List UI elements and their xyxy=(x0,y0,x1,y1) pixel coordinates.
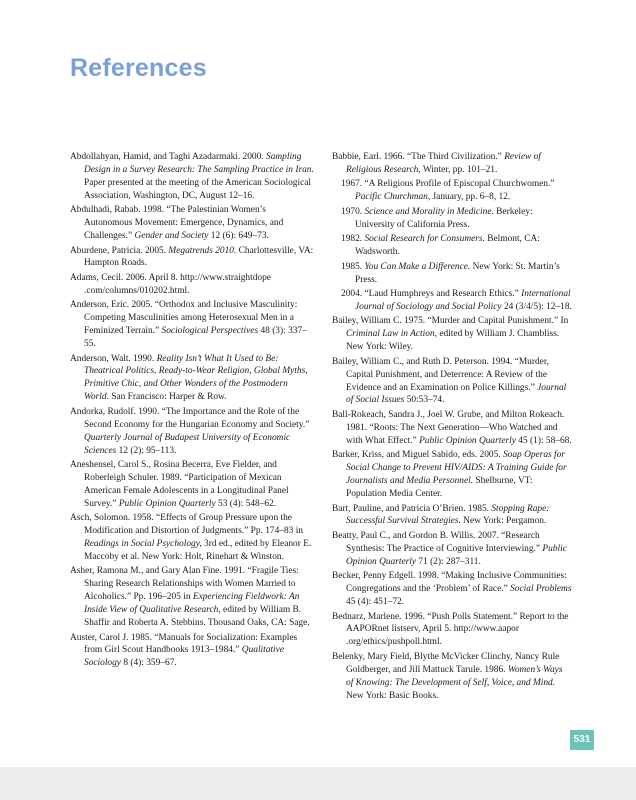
reference-entry xyxy=(332,315,572,354)
reference-text: 48 (3): 337–55. xyxy=(84,326,307,350)
reference-text: Aneshensel, Carol S., Rosina Becerra, Eve Fielder, and Roberleigh Schuler. 1989. “Participation of Mexican American Female Adolescents in a Longitudinal Panel Survey.” xyxy=(70,460,289,509)
reference-title-italic: Social Research for Consumers. xyxy=(364,234,485,245)
reference-text: edited by William J. Chambliss. New York: Wiley. xyxy=(346,329,560,353)
reference-title-italic: Science and Morality in Medicine. xyxy=(364,206,494,217)
reference-entry xyxy=(332,651,572,703)
reference-text: Beatty, Paul C., and Gordon B. Willis. 2007. “Research Synthesis: The Practice of Cognitive Interviewing.” xyxy=(332,530,543,554)
reference-text: Abdollahyan, Hamid, and Taghi Azadarmaki. 2000. xyxy=(70,152,266,162)
reference-title-italic: Public Opinion Quarterly xyxy=(419,435,516,446)
reference-text: Aburdene, Patricia. 2005. xyxy=(70,245,169,256)
reference-title-italic: Quarterly Journal of Budapest University of Economic Sciences xyxy=(84,432,291,456)
page-number-badge: 531 xyxy=(570,730,594,750)
reference-entry xyxy=(70,204,315,243)
reference-text: Shelburne, VT: Population Media Center. xyxy=(346,476,533,499)
reference-title-italic: Experiencing Fieldwork: An Inside View of Qualitative Research, xyxy=(84,592,300,616)
reference-text: 12 (2): 95–113. xyxy=(116,445,177,456)
reference-text: 1970. xyxy=(341,206,365,217)
reference-text: Bednarz, Marlene. 1996. “Push Polls Statement.” Report to the AAPORnet listserv, April 5. http://www.aapor .org/ethics/pushpoll.html. xyxy=(332,611,569,648)
reference-text: Belmont, CA: Wadsworth. xyxy=(355,234,540,258)
reference-title-italic: International Journal of Sociology and Social Policy xyxy=(355,289,571,312)
reference-text: Bailey, William C., and Ruth D. Peterson. 1994. “Murder, Capital Punishment, and Deterrence: A Review of the Evidence and an Examination on Police Killings.” xyxy=(332,356,549,393)
reference-title-italic: Megatrends 2010. xyxy=(168,245,237,256)
reference-entry xyxy=(70,272,315,298)
reference-title-italic: Stopping Rape: Successful Survival Strategies. xyxy=(346,503,550,527)
reference-text: 45 (4): 451–72. xyxy=(346,597,405,608)
reference-entry xyxy=(332,530,572,569)
reference-entry xyxy=(341,261,572,287)
reference-text: 8 (4): 359–67. xyxy=(120,658,177,669)
reference-entry xyxy=(70,353,315,405)
page-title: References xyxy=(70,54,207,82)
reference-text: 53 (4): 548–62. xyxy=(215,498,277,509)
reference-entry xyxy=(332,356,572,408)
reference-text: San Francisco: Harper & Row. xyxy=(108,392,227,403)
reference-text: Bailey, William C. 1975. “Murder and Capital Punishment.” In xyxy=(332,316,569,327)
reference-text: 1982. xyxy=(341,234,365,245)
reference-entry xyxy=(70,245,315,271)
reference-text: Anderson, Walt. 1990. xyxy=(70,353,157,364)
reference-entry xyxy=(332,151,572,177)
reference-title-italic: Social Problems xyxy=(510,584,572,595)
reference-entry xyxy=(70,299,315,351)
reference-text: Andorka, Rudolf. 1990. “The Importance and the Role of the Second Economy for the Hungarian Economy and Society.” xyxy=(70,406,310,430)
reference-entry xyxy=(341,233,572,259)
references-right-column xyxy=(332,151,572,704)
reference-text: 1967. “A Religious Profile of Episcopal Churchwomen.” xyxy=(341,179,555,190)
reference-text: New York: Pergamon. xyxy=(460,516,547,527)
reference-text: Charlottesville, VA: Hampton Roads. xyxy=(84,245,314,269)
reference-text: edited by William B. Shaffir and Roberta A. Stebbins. Thousand Oaks, CA: Sage. xyxy=(84,605,310,629)
reference-text: Barker, Kriss, and Miguel Sabido, eds. 2005. xyxy=(332,450,503,461)
reference-text: Abdulhadi, Rabab. 1998. “The Palestinian Women’s Autonomous Movement: Emergence, Dynamics, and Challenges.” xyxy=(70,205,284,242)
reference-text: 2004. “Laud Humphreys and Research Ethics.” xyxy=(341,289,522,300)
reference-entry xyxy=(332,503,572,529)
reference-title-italic: Gender and Society xyxy=(134,231,209,242)
reference-title-italic: You Can Make a Difference. xyxy=(364,261,471,272)
reference-title-italic: Sociological Perspectives xyxy=(161,326,259,337)
reference-entry xyxy=(332,570,572,609)
reference-entry xyxy=(341,206,572,232)
reference-text: Babbie, Earl. 1966. “The Third Civilization.” xyxy=(332,152,505,162)
reference-title-italic: Criminal Law in Action, xyxy=(346,329,437,340)
reference-text: Paper presented at the meeting of the American Sociological Association, Washington, DC, August 12–16. xyxy=(84,177,312,201)
reference-title-italic: Soap Operas for Social Change to Prevent HIV/AIDS: A Training Guide for Journalists and Media Personnel. xyxy=(346,450,567,487)
reference-title-italic: Review of Religious Research, xyxy=(346,152,541,175)
reference-text: 3rd ed., edited by Eleanor E. Maccoby et al. New York: Holt, Rinehart & Winston. xyxy=(84,539,312,562)
reference-entry xyxy=(70,512,315,564)
reference-text: New York: Basic Books. xyxy=(346,690,439,701)
reference-title-italic: Public Opinion Quarterly xyxy=(346,543,567,567)
reference-text: Berkeley: University of California Press. xyxy=(355,206,533,230)
reference-title-italic: Public Opinion Quarterly xyxy=(118,498,216,509)
reference-text: 71 (2): 287–311. xyxy=(416,556,481,567)
reference-text: New York: St. Martin’s Press. xyxy=(355,261,560,285)
reference-text: 1985. xyxy=(341,261,365,272)
reference-text: 24 (3/4/5): 12–18. xyxy=(501,301,572,312)
reference-text: Winter, pp. 101–21. xyxy=(420,164,498,175)
reference-text: 45 (1): 58–68. xyxy=(515,435,572,446)
reference-entry xyxy=(341,288,572,314)
reference-text: Anderson, Eric. 2005. “Orthodox and Inclusive Masculinity: Competing Masculinities among Heterosexual Men in a Feminized Terrain.” xyxy=(70,300,298,337)
reference-text: Adams, Cecil. 2006. April 8. http://www.straightdope .com/columns/010202.html. xyxy=(70,272,271,296)
reference-text: 50:53–74. xyxy=(404,395,445,406)
reference-entry xyxy=(70,632,315,671)
reference-text: Belenky, Mary Field, Blythe McVicker Clinchy, Nancy Rule Goldberger, and Jill Mattuck Tarule. 1986. xyxy=(332,651,560,675)
reference-text: Asch, Solomon. 1958. “Effects of Group Pressure upon the Modification and Distortion of Judgments.” Pp. 174–83 in xyxy=(70,513,303,537)
reference-title-italic: Women’s Ways of Knowing: The Development of Self, Voice, and Mind. xyxy=(346,664,563,688)
reference-title-italic: Qualitative Sociology xyxy=(84,645,284,669)
reference-text: January, pp. 6–8, 12. xyxy=(430,192,511,203)
reference-entry xyxy=(70,406,315,458)
reference-text: Asher, Ramona M., and Gary Alan Fine. 1991. “Fragile Ties: Sharing Research Relationships with Women Married to Alcoholics.” Pp. 196–205 in xyxy=(70,566,299,603)
reference-text: Ball-Rokeach, Sandra J., Joel W. Grube, and Milton Rokeach. 1981. “Roots: The Next Generation—Who Watched and with What Effect.” xyxy=(332,409,565,446)
reference-entry xyxy=(70,151,315,203)
reference-entry xyxy=(332,409,572,448)
reference-text: Bart, Pauline, and Patricia O’Brien. 1985. xyxy=(332,503,492,514)
reference-entry xyxy=(70,565,315,630)
reference-title-italic: Reality Isn’t What It Used to Be: Theatrical Politics, Ready-to-Wear Religion, Global Myths, Primitive Chic, and Other Wonders of the Postmodern World. xyxy=(84,353,308,403)
reference-entry xyxy=(341,178,572,204)
reference-entry xyxy=(332,449,572,501)
reference-text: Becker, Penny Edgell. 1998. “Making Inclusive Communities: Congregations and the ‘Problem’ of Race.” xyxy=(332,571,567,595)
reference-title-italic: Readings in Social Psychology, xyxy=(84,539,202,550)
reference-text: Auster, Carol J. 1985. “Manuals for Socialization: Examples from Girl Scout Handbooks 1913–1984.” xyxy=(70,632,298,656)
reference-text: 12 (6): 649–73. xyxy=(208,231,269,242)
references-left-column xyxy=(70,151,315,672)
reference-title-italic: Journal of Social Issues xyxy=(346,382,567,406)
reference-entry xyxy=(70,459,315,511)
reference-entry xyxy=(332,611,572,650)
reference-title-italic: Pacific Churchman, xyxy=(355,192,431,203)
reference-title-italic: Sampling Design in a Survey Research: The Sampling Practice in Iran. xyxy=(84,152,314,175)
